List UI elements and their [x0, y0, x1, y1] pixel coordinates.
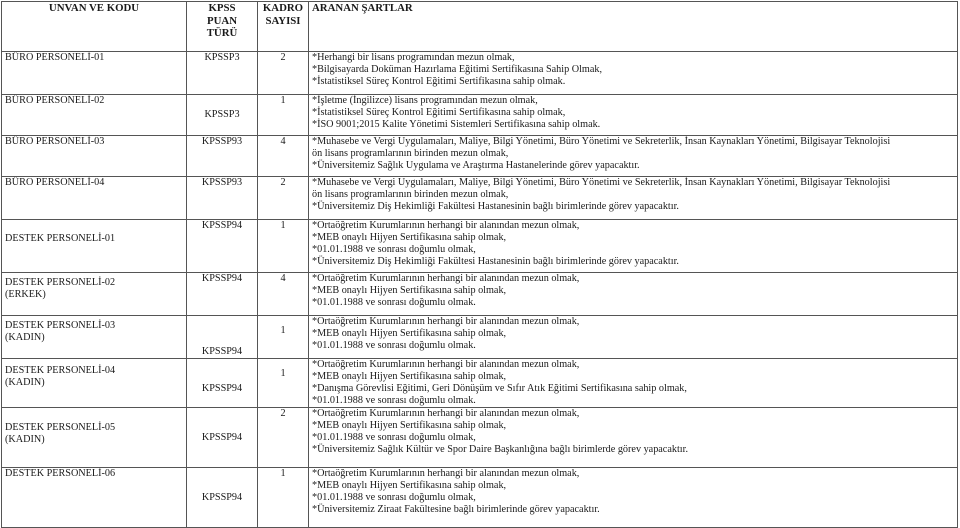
requirement-line: *01.01.1988 ve sonrası doğumlu olmak, — [312, 492, 476, 503]
requirement-line: *Ortaöğretim Kurumlarının herhangi bir alanından mezun olmak, — [312, 408, 580, 419]
position-title — [2, 52, 187, 95]
position-count: 1 — [258, 220, 309, 273]
table-body — [2, 52, 958, 528]
position-count: 2 — [258, 408, 309, 468]
requirements — [309, 468, 958, 528]
position-title-line: DESTEK PERSONELİ-06 — [5, 468, 116, 479]
table-row — [2, 95, 958, 136]
requirement-line: ön lisans programlarının birinden mezun olmak, — [312, 189, 509, 200]
requirements — [309, 136, 958, 177]
position-title-line: DESTEK PERSONELİ-04 — [5, 365, 116, 376]
kpss-type: KPSSP3 — [187, 95, 258, 136]
requirements — [309, 273, 958, 316]
requirement-line: *01.01.1988 ve sonrası doğumlu olmak, — [312, 432, 476, 443]
position-title-line: DESTEK PERSONELİ-05 — [5, 422, 116, 433]
requirements — [309, 52, 958, 95]
kpss-type: KPSSP94 — [187, 468, 258, 528]
requirement-line: *MEB onaylı Hijyen Sertifikasına sahip olmak, — [312, 480, 507, 491]
header-requirements: ARANAN ŞARTLAR — [309, 2, 958, 52]
position-title — [2, 177, 187, 220]
requirements — [309, 408, 958, 468]
requirement-line: *İstatistiksel Süreç Kontrol Eğitimi Sertifikasına sahip olmak. — [312, 76, 566, 87]
header-count-line: SAYISI — [265, 14, 301, 27]
position-count: 1 — [258, 95, 309, 136]
requirement-line: *Üniversitemiz Ziraat Fakültesine bağlı birimlerinde görev yapacaktır. — [312, 504, 600, 515]
header-row — [2, 2, 958, 52]
kpss-type: KPSSP94 — [187, 359, 258, 408]
requirements — [309, 316, 958, 359]
position-title-line: BÜRO PERSONELİ-01 — [5, 52, 105, 63]
table-row — [2, 52, 958, 95]
position-title-line: (KADIN) — [5, 377, 45, 388]
header-count-line: KADRO — [262, 2, 304, 14]
header-kpss-type-line: TÜRÜ — [206, 27, 238, 39]
position-title-line: BÜRO PERSONELİ-03 — [5, 136, 105, 147]
requirement-line: *01.01.1988 ve sonrası doğumlu olmak. — [312, 395, 476, 406]
table-row — [2, 177, 958, 220]
kpss-type: KPSSP94 — [187, 316, 258, 359]
position-count: 4 — [258, 136, 309, 177]
requirement-line: *Üniversitemiz Sağlık Uygulama ve Araştırma Hastanelerinde görev yapacaktır. — [312, 160, 640, 171]
requirements — [309, 177, 958, 220]
requirements — [309, 359, 958, 408]
requirements — [309, 95, 958, 136]
position-count: 2 — [258, 52, 309, 95]
kpss-type: KPSSP93 — [187, 177, 258, 220]
requirement-line: *Muhasebe ve Vergi Uygulamaları, Maliye, Bilgi Yönetimi, Büro Yönetimi ve Sekreterlik, İnsan Kaynakları Yönetimi, Bilgisayar Teknolojisi — [312, 136, 891, 147]
requirement-line: *Herhangi bir lisans programından mezun olmak, — [312, 52, 515, 63]
position-title-line: DESTEK PERSONELİ-01 — [5, 233, 116, 244]
position-title — [2, 136, 187, 177]
table-row — [2, 468, 958, 528]
header-title: UNVAN VE KODU — [2, 2, 187, 52]
position-count: 4 — [258, 273, 309, 316]
requirement-line: *Danışma Görevlisi Eğitimi, Geri Dönüşüm ve Sıfır Atık Eğitimi Sertifikasına sahip olmak, — [312, 383, 687, 394]
requirement-line: *Ortaöğretim Kurumlarının herhangi bir alanından mezun olmak, — [312, 316, 580, 327]
requirement-line: *01.01.1988 ve sonrası doğumlu olmak. — [312, 340, 476, 351]
kpss-type: KPSSP94 — [187, 273, 258, 316]
requirement-line: *MEB onaylı Hijyen Sertifikasına sahip olmak, — [312, 420, 507, 431]
table-row — [2, 359, 958, 408]
requirement-line: *İSO 9001;2015 Kalite Yönetimi Sistemleri Sertifikasına sahip olmak. — [312, 119, 601, 130]
requirement-line: ön lisans programlarının birinden mezun olmak, — [312, 148, 509, 159]
position-title — [2, 220, 187, 273]
requirement-line: *MEB onaylı Hijyen Sertifikasına sahip olmak, — [312, 371, 507, 382]
requirement-line: *Ortaöğretim Kurumlarının herhangi bir alanından mezun olmak, — [312, 273, 580, 284]
table-row — [2, 273, 958, 316]
position-title — [2, 273, 187, 316]
position-count: 1 — [258, 468, 309, 528]
positions-table — [1, 1, 958, 528]
requirement-line: *Üniversitemiz Diş Hekimliği Fakültesi Hastanesinin bağlı birimlerinde görev yapacaktır. — [312, 201, 679, 212]
requirement-line: *01.01.1988 ve sonrası doğumlu olmak, — [312, 244, 476, 255]
header-kpss-type-line: PUAN — [207, 14, 237, 27]
kpss-type: KPSSP93 — [187, 136, 258, 177]
requirement-line: *Ortaöğretim Kurumlarının herhangi bir alanından mezun olmak, — [312, 359, 580, 370]
position-count: 1 — [258, 359, 309, 408]
position-title-line: BÜRO PERSONELİ-02 — [5, 95, 105, 106]
position-title-line: (KADIN) — [5, 332, 45, 343]
requirement-line: *01.01.1988 ve sonrası doğumlu olmak. — [312, 297, 476, 308]
kpss-type: KPSSP94 — [187, 220, 258, 273]
position-count: 2 — [258, 177, 309, 220]
header-kpss-type — [187, 2, 258, 52]
position-title-line: DESTEK PERSONELİ-03 — [5, 320, 116, 331]
header-kpss-type-line: KPSS — [208, 2, 236, 14]
position-count: 1 — [258, 316, 309, 359]
requirements — [309, 220, 958, 273]
table-row — [2, 220, 958, 273]
table-row — [2, 408, 958, 468]
requirement-line: *Üniversitemiz Sağlık Kültür ve Spor Daire Başkanlığına bağlı birimlerde görev yapacaktır. — [312, 444, 688, 455]
kpss-type: KPSSP94 — [187, 408, 258, 468]
kpss-type: KPSSP3 — [187, 52, 258, 95]
position-title — [2, 408, 187, 468]
position-title — [2, 359, 187, 408]
requirement-line: *MEB onaylı Hijyen Sertifikasına sahip olmak, — [312, 232, 507, 243]
position-title — [2, 468, 187, 528]
position-title-line: DESTEK PERSONELİ-02 — [5, 277, 116, 288]
requirement-line: *MEB onaylı Hijyen Sertifikasına sahip olmak, — [312, 285, 507, 296]
requirement-line: *Muhasebe ve Vergi Uygulamaları, Maliye, Bilgi Yönetimi, Büro Yönetimi ve Sekreterlik, İnsan Kaynakları Yönetimi, Bilgisayar Teknolojisi — [312, 177, 891, 188]
requirement-line: *İşletme (İngilizce) lisans programından mezun olmak, — [312, 95, 538, 106]
position-title — [2, 95, 187, 136]
header-count — [258, 2, 309, 52]
position-title — [2, 316, 187, 359]
requirement-line: *Ortaöğretim Kurumlarının herhangi bir alanından mezun olmak, — [312, 220, 580, 231]
requirement-line: *Üniversitemiz Diş Hekimliği Fakültesi Hastanesinin bağlı birimlerinde görev yapacaktır. — [312, 256, 679, 267]
position-title-line: (KADIN) — [5, 434, 45, 445]
position-title-line: (ERKEK) — [5, 289, 46, 300]
table-header — [2, 2, 958, 52]
requirement-line: *Ortaöğretim Kurumlarının herhangi bir alanından mezun olmak, — [312, 468, 580, 479]
position-title-line: BÜRO PERSONELİ-04 — [5, 177, 105, 188]
requirement-line: *Bilgisayarda Doküman Hazırlama Eğitimi Sertifikasına Sahip Olmak, — [312, 64, 602, 75]
requirement-line: *İstatistiksel Süreç Kontrol Eğitimi Sertifikasına sahip olmak, — [312, 107, 566, 118]
requirement-line: *MEB onaylı Hijyen Sertifikasına sahip olmak, — [312, 328, 507, 339]
table-row — [2, 316, 958, 359]
table-row — [2, 136, 958, 177]
